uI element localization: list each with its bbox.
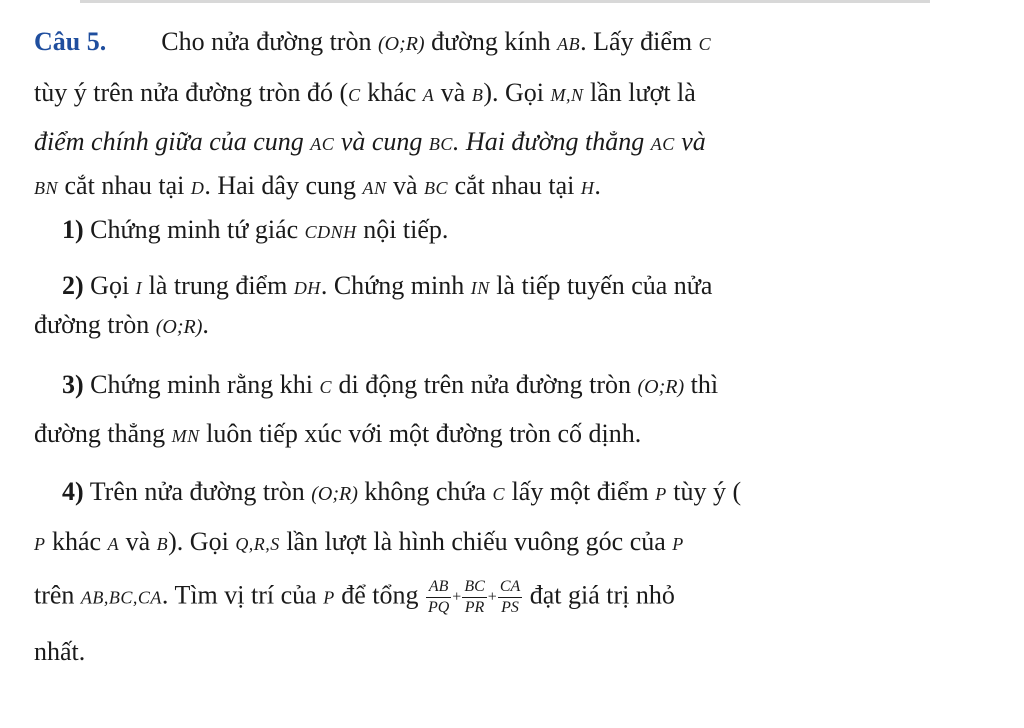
part-text: luôn tiếp xúc với một đường tròn cố dịnh.	[206, 419, 642, 448]
math-symbol: A	[422, 85, 435, 105]
part-text: nhất.	[34, 637, 86, 666]
problem-label: Câu 5.	[34, 27, 107, 56]
intro-text: và	[393, 171, 418, 200]
intro-text: . Hai đường thẳng	[452, 127, 645, 156]
math-symbol: I	[135, 278, 143, 298]
math-symbol: M,N	[550, 85, 584, 105]
intro-text: điểm chính giữa của cung	[34, 127, 304, 156]
part-text: lấy một điểm	[511, 477, 649, 506]
math-symbol: C	[698, 34, 712, 54]
part-text: .	[202, 310, 209, 339]
intro-line-1	[34, 26, 711, 60]
part-number: 2)	[62, 271, 84, 300]
part-text: Chứng minh tứ giác	[90, 215, 299, 244]
math-symbol: B	[156, 534, 169, 554]
intro-text: khác	[367, 78, 417, 107]
plus-sign: +	[452, 588, 462, 606]
top-border-strip	[80, 0, 930, 3]
math-symbol: C	[492, 484, 506, 504]
fraction-denominator: PS	[501, 599, 519, 616]
math-symbol: BN	[34, 178, 59, 198]
math-symbol: C	[319, 377, 332, 397]
part-text: thì	[690, 370, 719, 399]
part-1	[62, 214, 448, 248]
math-symbol: (O;R)	[637, 376, 685, 398]
math-symbol: B	[471, 85, 484, 105]
part-4-line-4	[34, 636, 85, 668]
math-symbol: DH	[293, 278, 321, 298]
intro-text: và cung	[340, 127, 423, 156]
part-4-line-1	[62, 476, 741, 510]
part-text: đường thẳng	[34, 419, 166, 448]
math-symbol: BC	[428, 134, 453, 154]
part-number: 3)	[62, 370, 84, 399]
part-4-line-3	[34, 577, 675, 618]
intro-text: và	[681, 127, 706, 156]
math-symbol: C	[348, 85, 361, 105]
fraction-denominator: PR	[464, 599, 485, 616]
part-number: 1)	[62, 215, 84, 244]
math-symbol: AB,BC,CA	[80, 587, 162, 608]
math-symbol: Q,R,S	[235, 534, 280, 554]
fraction-numerator: CA	[498, 577, 522, 598]
intro-text: tùy ý trên nửa đường tròn đó (	[34, 78, 349, 107]
math-symbol: AC	[310, 134, 335, 154]
part-text: là trung điểm	[148, 271, 288, 300]
part-text: là tiếp tuyến của nửa	[496, 271, 713, 300]
math-symbol: AN	[362, 178, 387, 198]
intro-text: Cho nửa đường tròn	[161, 27, 372, 56]
fraction-numerator: BC	[462, 577, 486, 598]
part-3-line-1	[62, 369, 718, 403]
intro-line-4	[34, 170, 601, 204]
math-symbol: AC	[650, 134, 675, 154]
intro-text: cắt nhau tại	[64, 171, 185, 200]
part-text: ). Gọi	[168, 527, 229, 556]
math-symbol: (O;R)	[377, 33, 425, 55]
math-symbol: IN	[470, 278, 490, 298]
part-text: và	[125, 527, 151, 556]
fraction-numerator: AB	[426, 577, 451, 598]
part-text: để tổng	[341, 580, 419, 610]
math-symbol: P	[655, 484, 667, 504]
intro-text: ). Gọi	[483, 78, 544, 107]
intro-text: đường kính	[431, 27, 551, 56]
math-symbol: P	[323, 587, 335, 608]
math-symbol: (O;R)	[311, 483, 358, 505]
intro-text: lần lượt là	[590, 78, 696, 107]
part-3-line-2	[34, 418, 641, 452]
intro-text: cắt nhau tại	[454, 171, 575, 200]
intro-text: . Hai dây cung	[204, 171, 356, 200]
part-text: không chứa	[364, 477, 487, 506]
part-text: . Chứng minh	[320, 271, 465, 300]
math-symbol: P	[34, 534, 46, 554]
part-text: Trên nửa đường tròn	[89, 477, 305, 506]
part-text: di động trên nửa đường tròn	[338, 370, 631, 399]
part-text: . Tìm vị trí của	[161, 580, 317, 610]
math-symbol: BC	[424, 178, 449, 198]
fraction-ab-pq	[426, 577, 451, 618]
part-text: khác	[52, 527, 102, 556]
part-text: nội tiếp.	[363, 215, 449, 244]
math-symbol: D	[190, 178, 205, 198]
part-2-line-1	[62, 270, 712, 304]
intro-text: .	[594, 171, 601, 200]
math-symbol: H	[580, 178, 595, 198]
intro-text: và	[440, 78, 466, 107]
part-2-line-2	[34, 309, 209, 343]
part-text: Gọi	[90, 271, 130, 300]
part-text: tùy ý (	[673, 477, 742, 506]
part-text: đường tròn	[34, 310, 150, 339]
part-text: đạt giá trị nhỏ	[529, 580, 675, 610]
math-symbol: CDNH	[304, 222, 357, 242]
math-symbol: MN	[171, 426, 200, 446]
intro-text: . Lấy điểm	[580, 27, 693, 56]
part-text: Chứng minh rằng khi	[90, 370, 313, 399]
fraction-bc-pr	[462, 577, 486, 618]
fraction-ca-ps	[498, 577, 522, 618]
math-symbol: (O;R)	[155, 316, 203, 338]
part-text: lần lượt là hình chiếu vuông góc của	[286, 527, 666, 556]
plus-sign: +	[487, 588, 497, 606]
fraction-denominator: PQ	[427, 599, 450, 616]
math-symbol: A	[107, 534, 120, 554]
part-text: trên	[34, 580, 75, 610]
intro-line-2	[34, 77, 696, 111]
intro-line-3	[34, 126, 706, 160]
part-4-line-2	[34, 526, 684, 560]
math-symbol: P	[672, 534, 684, 554]
math-symbol: AB	[557, 34, 581, 54]
part-number: 4)	[62, 477, 84, 506]
